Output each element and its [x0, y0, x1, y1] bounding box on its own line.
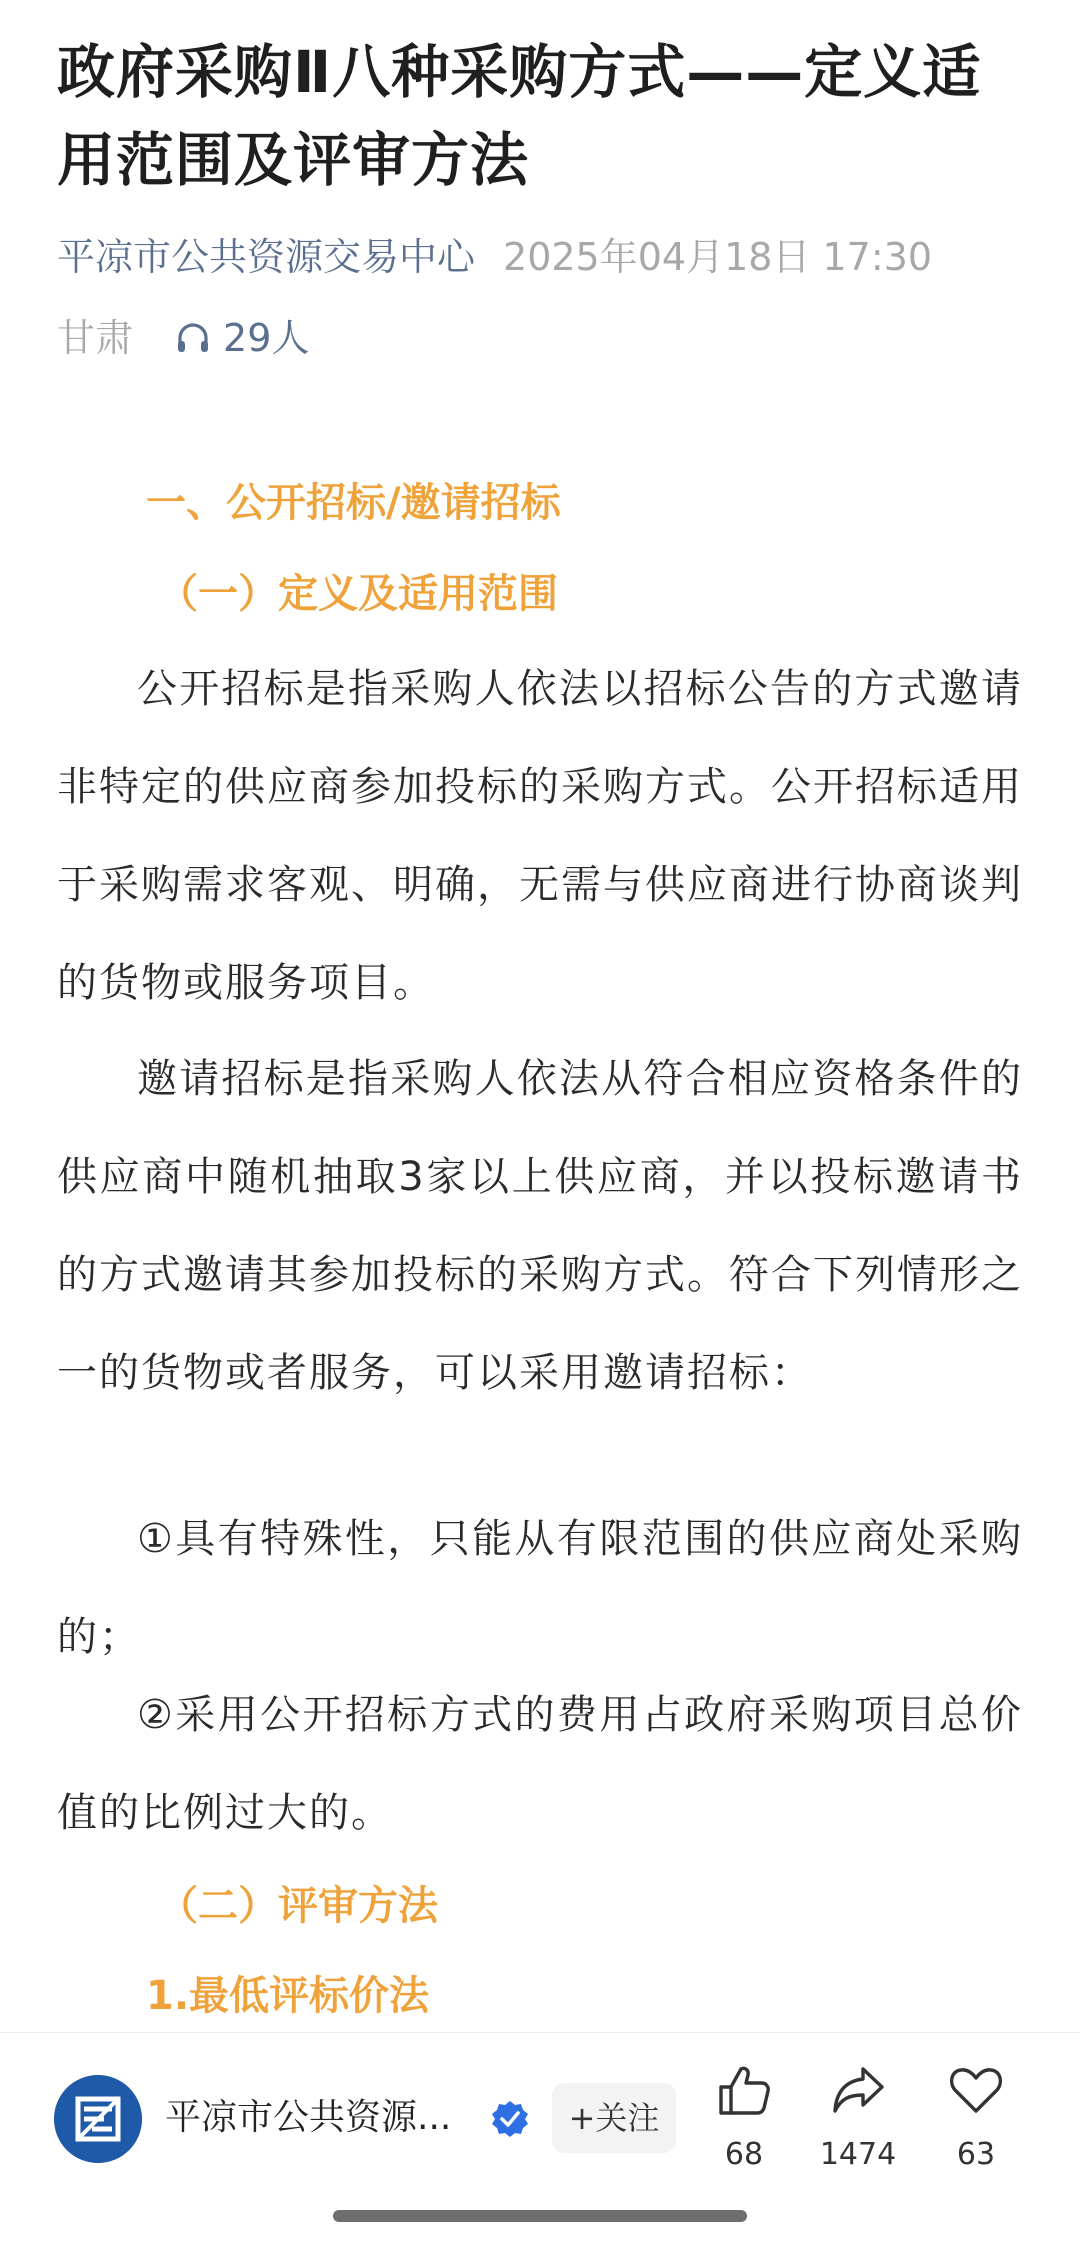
source-link[interactable]: 平凉市公共资源交易中心 — [57, 235, 476, 279]
thumbs-up-icon — [715, 2061, 773, 2119]
favorite-button[interactable] — [921, 2061, 1031, 2173]
share-icon — [829, 2061, 887, 2119]
method-heading: 1.最低评标价法 — [146, 1973, 430, 2019]
home-indicator[interactable] — [333, 2210, 747, 2222]
account-logo — [54, 2075, 142, 2163]
share-button[interactable] — [803, 2061, 913, 2173]
favorite-count: 63 — [956, 2137, 996, 2172]
follow-button[interactable]: +关注 — [552, 2083, 676, 2153]
paragraph-invited-tendering: 邀请招标是指采购人依法从符合相应资格条件的供应商中随机抽取3家以上供应商，并以投标邀请书的方式邀请其参加投标的采购方式。符合下列情形之一的货物或者服务，可以采用邀请招标： — [57, 1056, 1023, 1396]
verified-icon — [490, 2099, 530, 2139]
subsection-heading: （一）定义及适用范围 — [158, 571, 558, 617]
paragraph-condition-1: ①具有特殊性，只能从有限范围的供应商处采购的； — [57, 1516, 1023, 1660]
account-name[interactable]: 平凉市公共资源... — [165, 2097, 452, 2138]
account-avatar[interactable] — [54, 2075, 142, 2163]
article-meta-secondary — [57, 313, 309, 363]
article-title: 政府采购Ⅱ八种采购方式——定义适用范围及评审方法 — [57, 38, 982, 194]
region-label: 甘肃 — [57, 316, 134, 360]
paragraph-open-tendering: 公开招标是指采购人依法以招标公告的方式邀请非特定的供应商参加投标的采购方式。公开招标适用于采购需求客观、明确，无需与供应商进行协商谈判的货物或服务项目。 — [57, 666, 1023, 1006]
bottom-action-bar — [0, 2032, 1080, 2241]
listen-count: 29人 — [223, 316, 310, 360]
headphones-icon[interactable] — [173, 318, 213, 358]
subsection-heading: （二）评审方法 — [158, 1883, 438, 1929]
publish-datetime: 2025年04月18日 17:30 — [503, 235, 933, 279]
share-count: 1474 — [819, 2137, 897, 2172]
paragraph-condition-2: ②采用公开招标方式的费用占政府采购项目总价值的比例过大的。 — [57, 1692, 1023, 1836]
article-meta — [57, 232, 932, 282]
section-heading: 一、公开招标/邀请招标 — [146, 480, 561, 526]
like-count: 68 — [724, 2137, 764, 2172]
like-button[interactable] — [689, 2061, 799, 2173]
heart-icon — [947, 2061, 1005, 2119]
